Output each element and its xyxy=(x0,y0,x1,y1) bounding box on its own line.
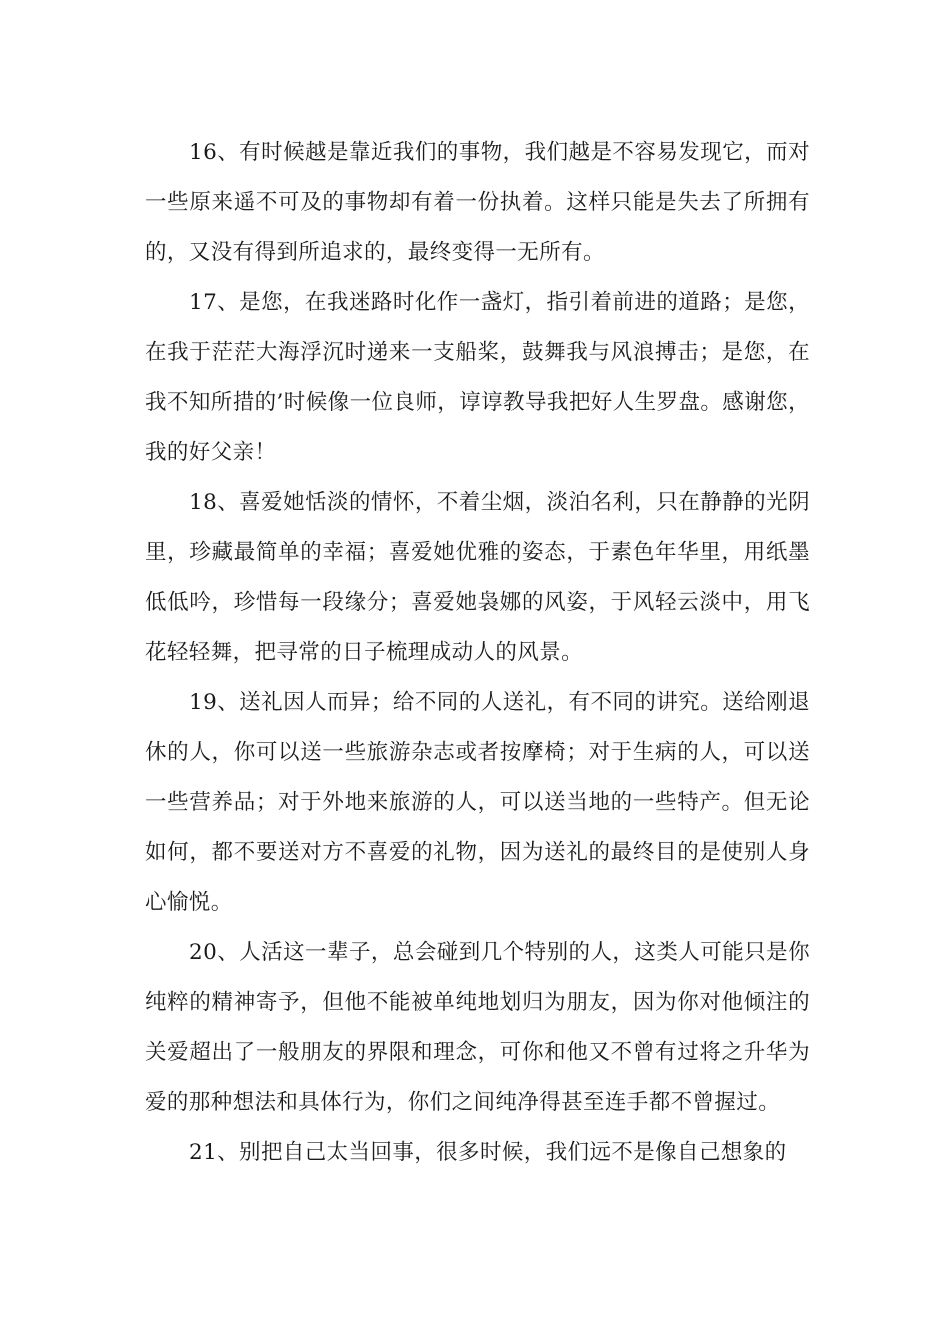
paragraph-20: 20、人活这一辈子，总会碰到几个特别的人，这类人可能只是你纯粹的精神寄予，但他不能被单纯地划归为朋友，因为你对他倾注的关爱超出了一般朋友的界限和理念，可你和他又不曾有过将之升华为爱的那种想法和具体行为，你们之间纯净得甚至连手都不曾握过。 xyxy=(145,940,810,1115)
document-body xyxy=(145,128,810,1178)
paragraph-21: 21、别把自己太当回事，很多时候，我们远不是像自己想象的 xyxy=(189,1140,787,1165)
paragraph-17: 17、是您，在我迷路时化作一盏灯，指引着前进的道路；是您，在我于茫茫大海浮沉时递来一支船桨，鼓舞我与风浪搏击；是您，在我不知所措的’时候像一位良师，谆谆教导我把好人生罗盘。感谢您，我的好父亲！ xyxy=(145,290,810,465)
paragraph-18: 18、喜爱她恬淡的情怀，不着尘烟，淡泊名利，只在静静的光阴里，珍藏最简单的幸福；喜爱她优雅的姿态，于素色年华里，用纸墨低低吟，珍惜每一段缘分；喜爱她袅娜的风姿，于风轻云淡中，用飞花轻轻舞，把寻常的日子梳理成动人的风景。 xyxy=(145,490,810,665)
paragraph-16: 16、有时候越是靠近我们的事物，我们越是不容易发现它，而对一些原来遥不可及的事物却有着一份执着。这样只能是失去了所拥有的，又没有得到所追求的，最终变得一无所有。 xyxy=(145,140,810,265)
paragraph-19: 19、送礼因人而异；给不同的人送礼，有不同的讲究。送给刚退休的人，你可以送一些旅游杂志或者按摩椅；对于生病的人，可以送一些营养品；对于外地来旅游的人，可以送当地的一些特产。但无论如何，都不要送对方不喜爱的礼物，因为送礼的最终目的是使别人身心愉悦。 xyxy=(145,690,810,915)
